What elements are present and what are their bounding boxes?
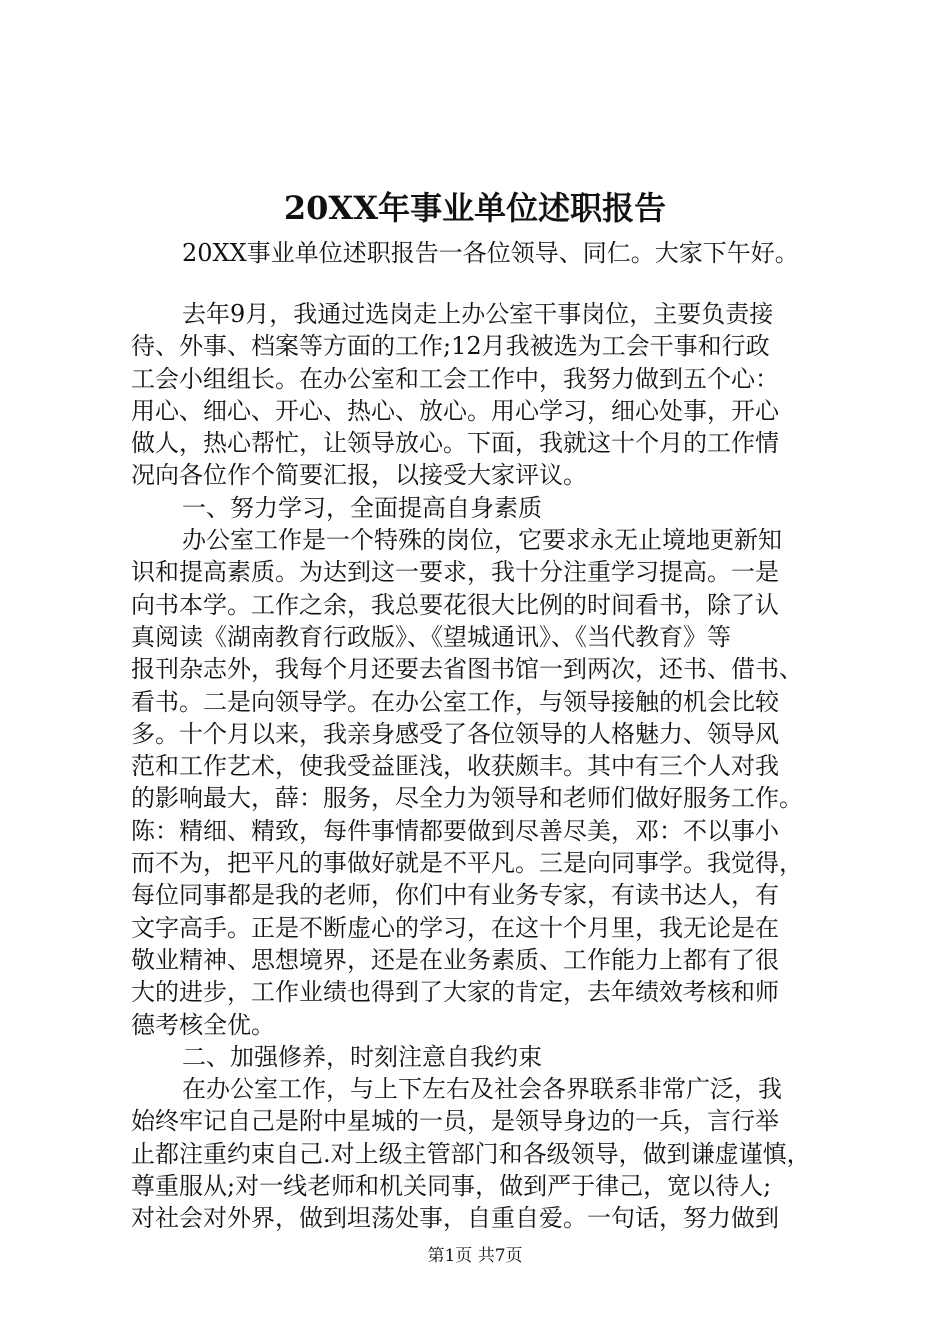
body-line: 范和工作艺术，使我受益匪浅，收获颇丰。其中有三个人对我 (131, 752, 779, 781)
body-line: 况向各位作个简要汇报，以接受大家评议。 (131, 461, 587, 490)
body-line: 识和提高素质。为达到这一要求，我十分注重学习提高。一是 (131, 558, 779, 587)
body-line: 用心、细心、开心、热心、放心。用心学习，细心处事，开心 (131, 396, 779, 425)
body-line: 报刊杂志外，我每个月还要去省图书馆一到两次，还书、借书、 (131, 655, 803, 684)
body-line: 的影响最大，薛：服务，尽全力为领导和老师们做好服务工作。 (131, 784, 803, 813)
body-line: 陈：精细、精致，每件事情都要做到尽善尽美，邓：不以事小 (131, 816, 779, 845)
body-line: 多。十个月以来，我亲身感受了各位领导的人格魅力、领导风 (131, 719, 779, 748)
body-line: 文字高手。正是不断虚心的学习，在这十个月里，我无论是在 (131, 913, 779, 942)
body-line: 待、外事、档案等方面的工作;12月我被选为工会干事和行政 (131, 332, 770, 361)
body-line: 对社会对外界，做到坦荡处事，自重自爱。一句话，努力做到 (131, 1204, 779, 1233)
body-line: 看书。二是向领导学。在办公室工作，与领导接触的机会比较 (131, 687, 779, 716)
body-line: 工会小组组长。在办公室和工会工作中，我努力做到五个心： (131, 364, 779, 393)
body-line: 每位同事都是我的老师，你们中有业务专家，有读书达人，有 (131, 881, 779, 910)
body-line: 在办公室工作，与上下左右及社会各界联系非常广泛，我 (182, 1075, 782, 1104)
body-line: 办公室工作是一个特殊的岗位，它要求永无止境地更新知 (182, 526, 782, 555)
body-line: 一、努力学习，全面提高自身素质 (182, 493, 542, 522)
document-body (131, 298, 851, 1235)
body-line: 去年9月，我通过选岗走上办公室干事岗位，主要负责接 (182, 300, 774, 328)
document-subtitle: 20XX事业单位述职报告一各位领导、同仁。大家下午好。 (182, 239, 799, 267)
body-line: 二、加强修养，时刻注意自我约束 (182, 1042, 542, 1071)
body-line: 始终牢记自己是附中星城的一员，是领导身边的一兵，言行举 (131, 1107, 779, 1136)
body-line: 敬业精神、思想境界，还是在业务素质、工作能力上都有了很 (131, 945, 779, 974)
body-line: 而不为，把平凡的事做好就是不平凡。三是向同事学。我觉得， (131, 849, 803, 878)
body-line: 大的进步，工作业绩也得到了大家的肯定，去年绩效考核和师 (131, 978, 779, 1007)
page-footer: 第1页 共7页 (427, 1246, 523, 1266)
body-line: 做人，热心帮忙，让领导放心。下面，我就这十个月的工作情 (131, 429, 779, 458)
body-line: 德考核全优。 (131, 1010, 275, 1039)
document-title: 20XX年事业单位述职报告 (283, 189, 667, 227)
body-line: 尊重服从;对一线老师和机关同事，做到严于律己，宽以待人; (131, 1172, 772, 1201)
body-line: 真阅读《湖南教育行政版》、《望城通讯》、《当代教育》等 (131, 622, 731, 651)
body-line: 止都注重约束自己.对上级主管部门和各级领导，做到谦虚谨慎， (131, 1139, 811, 1168)
body-line: 向书本学。工作之余，我总要花很大比例的时间看书，除了认 (131, 590, 779, 619)
